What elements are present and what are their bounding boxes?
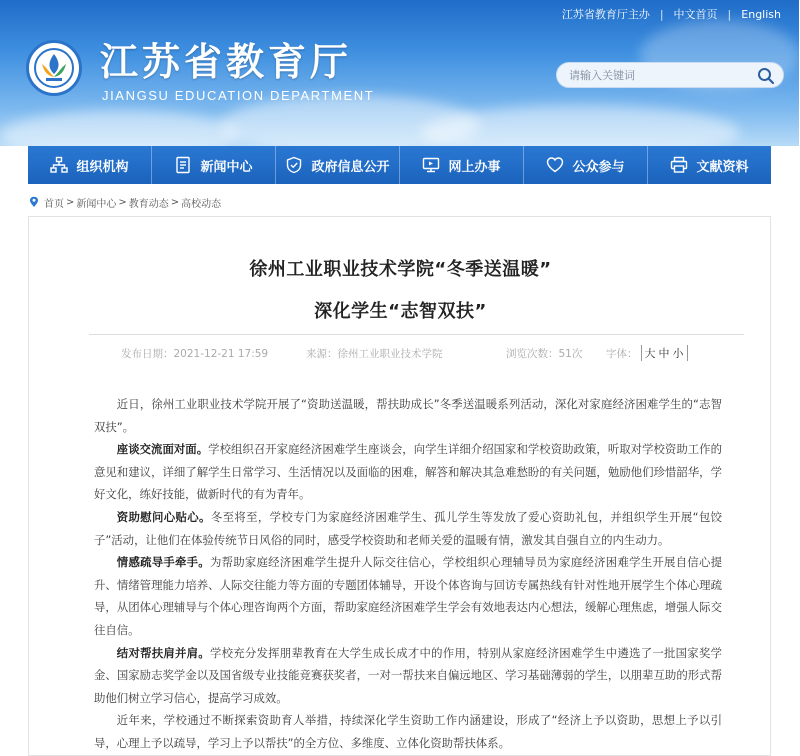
site-subtitle: JIANGSU EDUCATION DEPARTMENT: [102, 88, 375, 103]
paragraph-text: 近日，徐州工业职业技术学院开展了“资助送温暖，帮扶助成长”冬季送温暖系列活动，深化对家庭经济困难学生的“志智双扶”。: [94, 397, 722, 434]
article-container: [28, 216, 771, 756]
article-paragraph: [94, 506, 722, 551]
breadcrumb: [28, 194, 221, 210]
department-emblem-icon[interactable]: [26, 40, 82, 96]
font-size-label: 字体：: [606, 347, 638, 360]
breadcrumb-separator: >: [118, 196, 127, 208]
breadcrumb-home[interactable]: 首页: [44, 198, 64, 210]
paragraph-text: 学校组织召开家庭经济困难学生座谈会，向学生详细介绍国家和学校资助政策，听取对学校资助工作的意见和建议，详细了解学生日常学习、生活情况以及面临的困难，解答和解决其急难愁盼的有关问题，勉励他们珍惜韶华，学好文化，练好技能，做新时代的有为青年。: [94, 442, 722, 502]
article-meta: [121, 345, 721, 361]
paragraph-text: 近年来，学校通过不断探索资助育人举措，持续深化学生资助工作内涵建设，形成了“经济上予以资助，思想上予以引导，心理上予以疏导，学习上予以帮扶”的全方位、多维度、立体化资助帮扶体系。: [94, 713, 722, 750]
font-size-control: [606, 345, 688, 361]
article-paragraph: [94, 709, 722, 754]
breadcrumb-news-center[interactable]: 新闻中心: [76, 198, 117, 210]
search-icon[interactable]: [757, 67, 775, 85]
nav-label: 网上办事: [448, 159, 501, 175]
nav-label: 组织机构: [76, 159, 129, 175]
font-large-button[interactable]: 大: [644, 347, 656, 360]
divider: |: [659, 7, 664, 21]
paragraph-text: 学校充分发挥朋辈教育在大学生成长成才中的作用，特别从家庭经济困难学生中遴选了一批国家奖学金、国家励志奖学金以及国省级专业技能竞赛获奖者，一对一帮扶来自偏远地区、学习基础薄弱的学生，以朋辈互助的形式帮助他们树立学习信心，提高学习成效。: [94, 645, 722, 705]
heart-icon: [546, 156, 564, 174]
lang-cn-link[interactable]: 中文首页: [673, 8, 718, 21]
main-nav: [28, 146, 771, 184]
breadcrumb-separator: >: [66, 196, 75, 208]
font-size-options: [641, 345, 688, 361]
search-input[interactable]: [569, 66, 749, 84]
breadcrumb-edu-news[interactable]: 教育动态: [128, 198, 169, 210]
nav-item-public-participation[interactable]: [524, 146, 648, 184]
nav-item-org[interactable]: [28, 146, 152, 184]
nav-item-documents[interactable]: [648, 146, 771, 184]
paragraph-lead: 资助慰问心贴心。: [116, 509, 211, 524]
lang-en-link[interactable]: English: [741, 7, 781, 21]
org-chart-icon: [50, 156, 68, 174]
article-paragraph: [94, 393, 722, 438]
news-icon: [174, 156, 192, 174]
site-title[interactable]: 江苏省教育厅: [100, 40, 353, 84]
publish-date: 发布日期：2021-12-21 17:59: [121, 347, 269, 360]
title-divider: [89, 334, 744, 335]
view-count: 浏览次数：51次: [506, 347, 583, 360]
host-link[interactable]: 江苏省教育厅主办: [561, 8, 650, 21]
article-paragraph: [94, 642, 722, 710]
article-body: [94, 393, 722, 755]
nav-label: 新闻中心: [200, 159, 253, 175]
paragraph-lead: 情感疏导手牵手。: [116, 555, 210, 570]
nav-label: 政府信息公开: [311, 159, 390, 175]
shield-icon: [285, 156, 303, 174]
nav-label: 公众参与: [572, 159, 625, 175]
paragraph-lead: 结对帮扶肩并肩。: [116, 645, 210, 660]
divider: |: [727, 7, 732, 21]
nav-label: 文献资料: [696, 159, 749, 175]
location-pin-icon: [28, 196, 40, 208]
paragraph-text: 冬至将至，学校专门为家庭经济困难学生、孤儿学生等发放了爱心资助礼包，并组织学生开展“包饺子”活动，让他们在体验传统节日风俗的同时，感受学校资助和老师关爱的温暖有情，激发其自强自立的内生动力。: [94, 509, 722, 547]
article-paragraph: [94, 438, 722, 506]
font-medium-button[interactable]: 中: [658, 347, 670, 360]
nav-item-news[interactable]: [152, 146, 276, 184]
article-source: 来源：徐州工业职业技术学院: [306, 347, 443, 360]
article-title-line2: 深化学生“志智双扶”: [314, 301, 487, 322]
site-header: [0, 0, 799, 146]
nav-item-gov-info[interactable]: [276, 146, 400, 184]
nav-item-online-service[interactable]: [400, 146, 524, 184]
top-utility-bar: [562, 6, 781, 22]
breadcrumb-separator: >: [170, 196, 180, 208]
emblem-icon: [32, 46, 76, 90]
paragraph-text: 为帮助家庭经济困难学生提升人际交往信心，学校组织心理辅导员为家庭经济困难学生开展自信心提升、情绪管理能力培养、人际交往能力等方面的专题团体辅导，开设个体咨询与回访专属热线有针对性地开展学生个体心理疏导，从团体心理辅导与个体心理咨询两个方面，帮助家庭经济困难学生学会有效地表达内心想法，缓解心理焦虑，增强人际交往自信。: [94, 555, 722, 637]
article-paragraph: [94, 551, 722, 641]
monitor-icon: [422, 156, 440, 174]
breadcrumb-college-news[interactable]: 高校动态: [181, 198, 222, 210]
font-small-button[interactable]: 小: [672, 347, 684, 360]
printer-icon: [670, 156, 688, 174]
paragraph-lead: 座谈交流面对面。: [116, 442, 209, 457]
article-title-line1: 徐州工业职业技术学院“冬季送温暖”: [249, 259, 552, 280]
search-box: [556, 62, 784, 88]
